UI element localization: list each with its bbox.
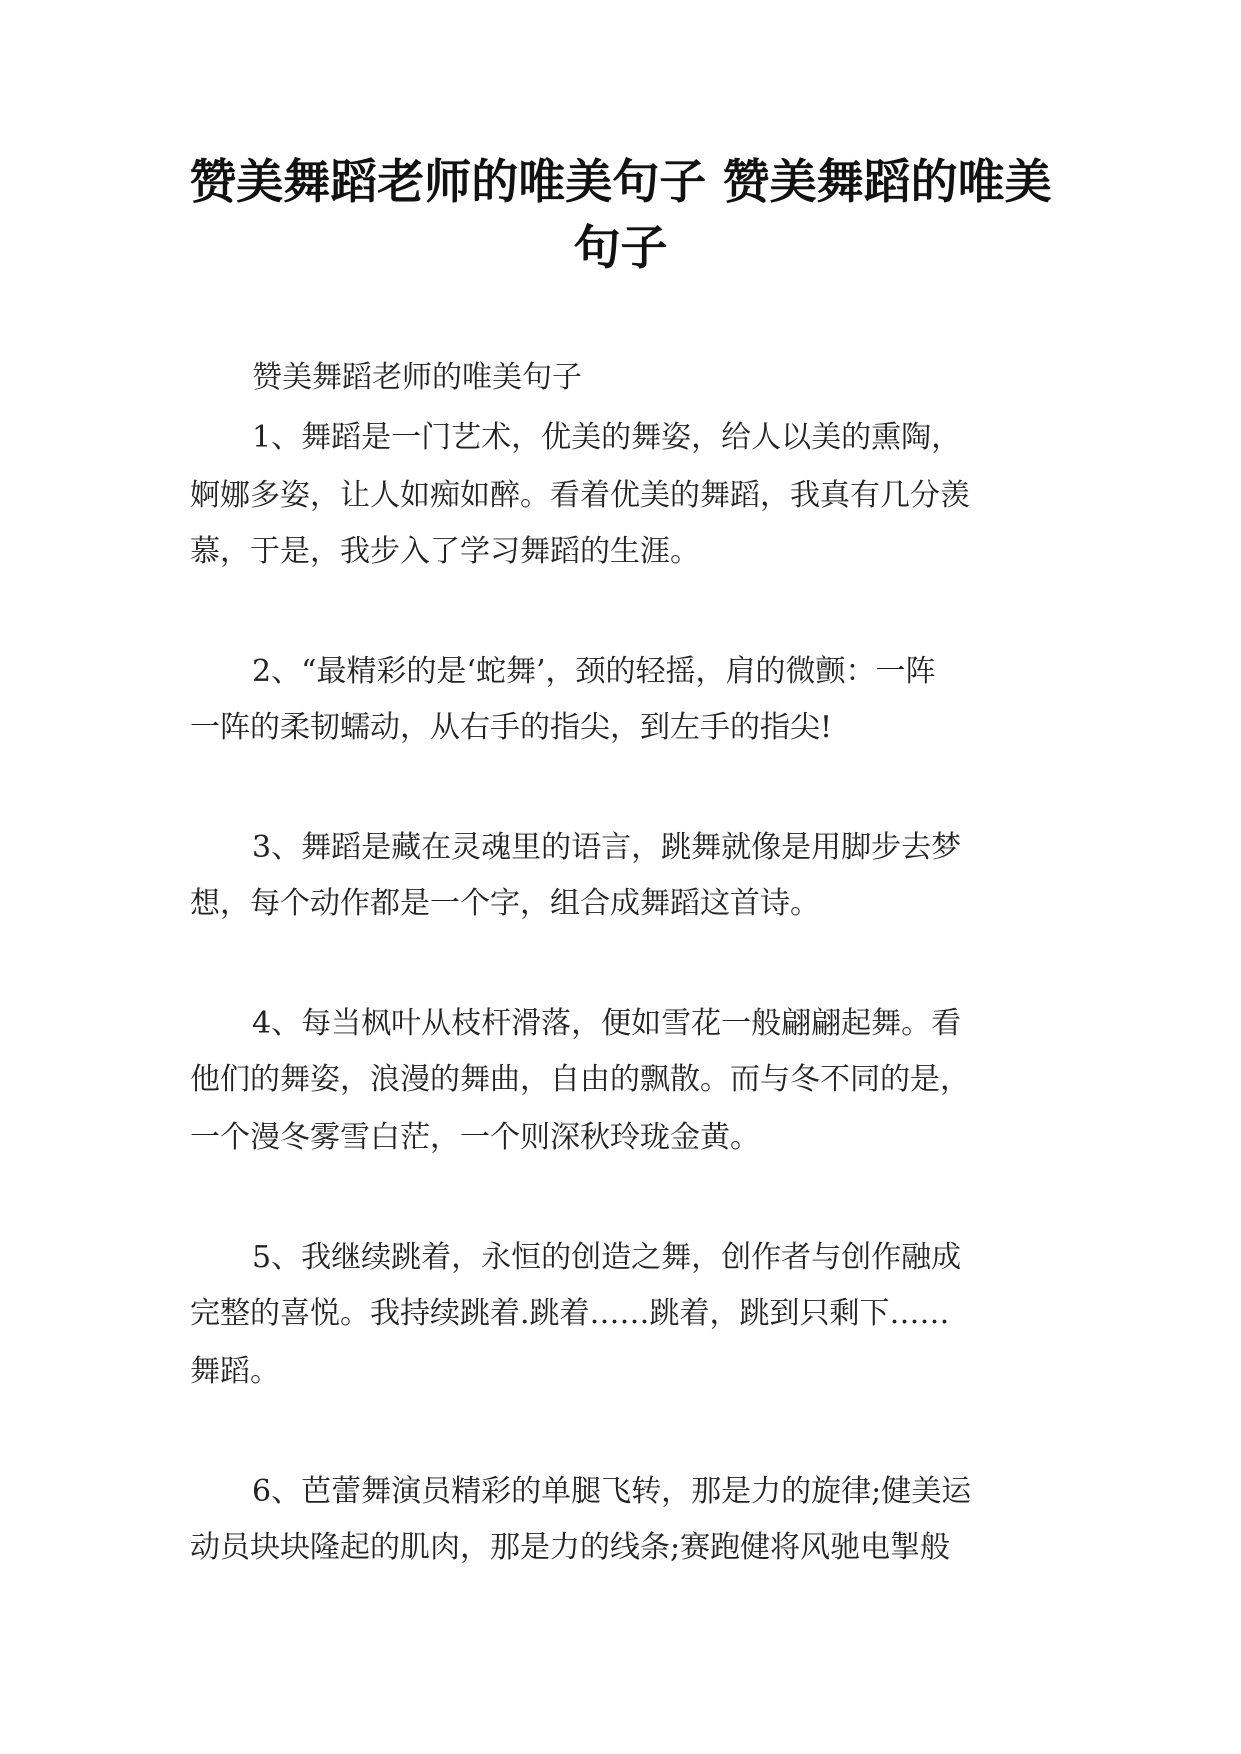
paragraph-line: 完整的喜悦。我持续跳着.跳着……跳着，跳到只剩下……	[190, 1296, 950, 1331]
paragraph-line: 1、舞蹈是一门艺术，优美的舞姿，给人以美的熏陶，	[252, 420, 962, 455]
title-line: 句子	[573, 221, 668, 276]
paragraph-line: 舞蹈。	[190, 1354, 280, 1389]
section-heading: 赞美舞蹈老师的唯美句子	[252, 360, 582, 395]
paragraph-line: 5、我继续跳着，永恒的创造之舞，创作者与创作融成	[252, 1240, 962, 1275]
paragraph-line: 慕，于是，我步入了学习舞蹈的生涯。	[190, 534, 700, 569]
paragraph-line: 6、芭蕾舞演员精彩的单腿飞转，那是力的旋律;健美运	[252, 1474, 972, 1509]
title-line: 赞美舞蹈老师的唯美句子 赞美舞蹈的唯美	[189, 155, 1052, 210]
paragraph-line: 2、“最精彩的是‘蛇舞’，颈的轻摇，肩的微颤：一阵	[252, 654, 936, 689]
paragraph-line: 3、舞蹈是藏在灵魂里的语言，跳舞就像是用脚步去梦	[252, 830, 962, 865]
paragraph-line: 婀娜多姿，让人如痴如醉。看着优美的舞蹈，我真有几分羡	[190, 478, 970, 513]
paragraph-line: 想，每个动作都是一个字，组合成舞蹈这首诗。	[190, 886, 820, 921]
document-title	[150, 150, 1091, 282]
paragraph-line: 动员块块隆起的肌肉，那是力的线条;赛跑健将风驰电掣般	[190, 1530, 951, 1565]
paragraph-line: 一个漫冬雾雪白茫，一个则深秋玲珑金黄。	[190, 1120, 760, 1155]
paragraph-line: 一阵的柔韧蠕动，从右手的指尖，到左手的指尖!	[190, 710, 833, 745]
paragraph-line: 他们的舞姿，浪漫的舞曲，自由的飘散。而与冬不同的是，	[190, 1062, 970, 1097]
paragraph-line: 4、每当枫叶从枝杆滑落，便如雪花一般翩翩起舞。看	[252, 1006, 962, 1041]
